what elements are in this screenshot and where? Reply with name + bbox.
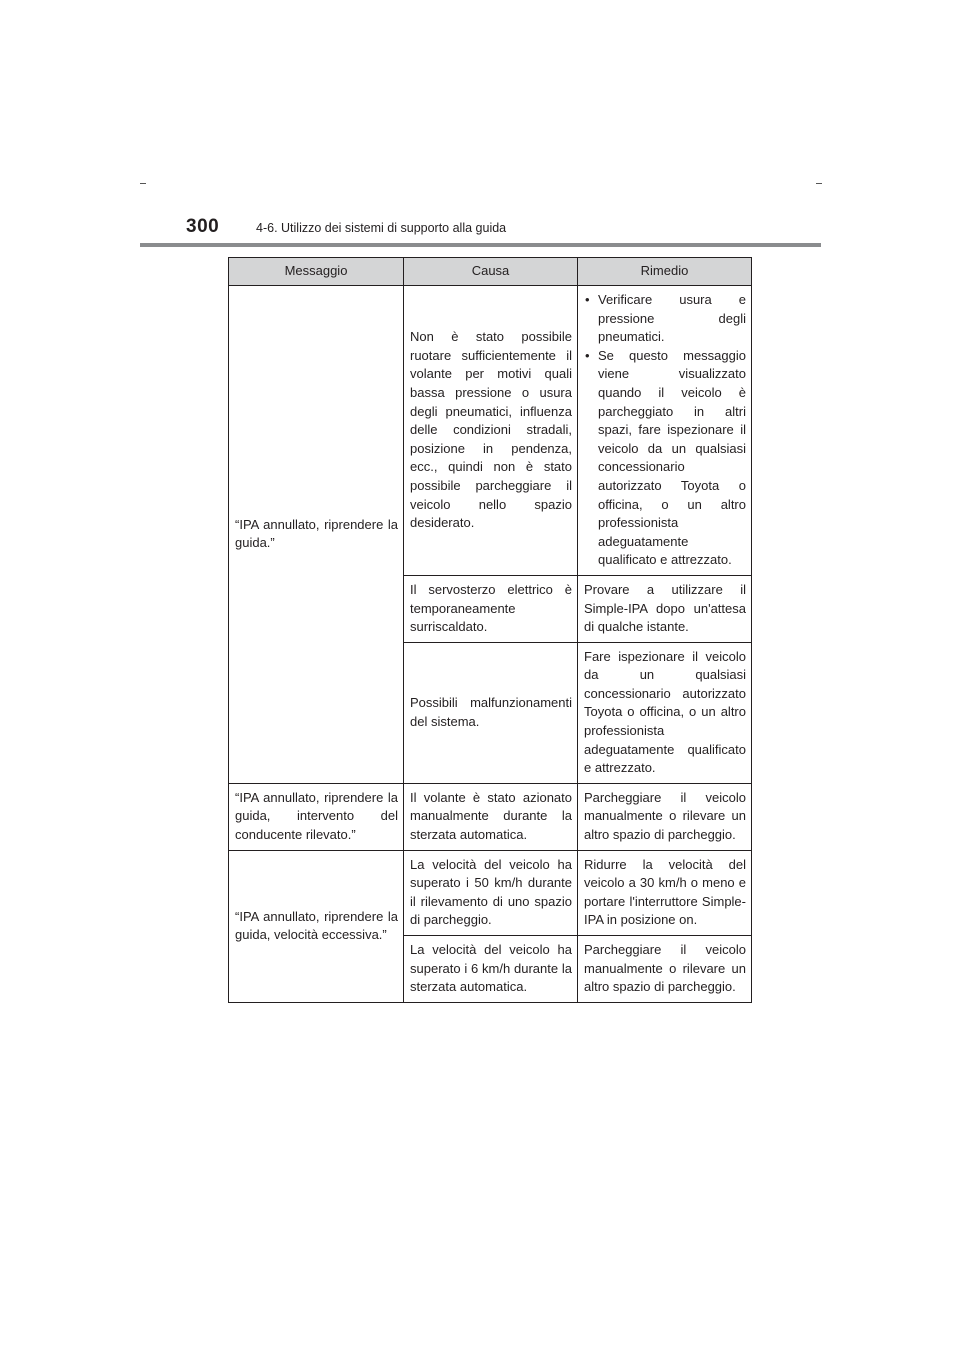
cause-cell: La velocità del veicolo ha superato i 6 km/h durante la sterzata automatica.	[404, 936, 578, 1003]
remedy-cell	[578, 286, 752, 576]
crop-mark-right	[816, 183, 822, 184]
cause-cell: Possibili malfunzionamenti del sistema.	[404, 642, 578, 783]
remedy-list	[584, 291, 746, 570]
column-header-rimedio: Rimedio	[578, 258, 752, 286]
message-table	[228, 257, 752, 1003]
remedy-cell: Parcheggiare il veicolo manualmente o rilevare un altro spazio di parcheggio.	[578, 936, 752, 1003]
remedy-cell: Provare a utilizzare il Simple-IPA dopo un'attesa di qualche istante.	[578, 575, 752, 642]
cause-cell: Non è stato possibile ruotare sufficientemente il volante per motivi quali bassa pressione o usura degli pneumatici, influenza delle condizioni stradali, posizione in pendenza, ecc., quindi non è stato possibile parcheggiare il veicolo nello spazio desiderato.	[404, 286, 578, 576]
cause-cell: Il servosterzo elettrico è temporaneamente surriscaldato.	[404, 575, 578, 642]
table-row	[229, 850, 752, 935]
page-header	[186, 216, 822, 246]
column-header-causa: Causa	[404, 258, 578, 286]
crop-mark-left	[140, 183, 146, 184]
table-row	[229, 286, 752, 576]
remedy-list-item: • Verificare usura e pressione degli pneumatici.	[584, 291, 746, 347]
cause-cell: Il volante è stato azionato manualmente durante la sterzata automatica.	[404, 783, 578, 850]
table-row	[229, 783, 752, 850]
table-header-row	[229, 258, 752, 286]
cause-cell: La velocità del veicolo ha superato i 50 km/h durante il rilevamento di uno spazio di parcheggio.	[404, 850, 578, 935]
section-title: 4-6. Utilizzo dei sistemi di supporto alla guida	[256, 221, 507, 235]
message-cell: “IPA annullato, riprendere la guida, intervento del conducente rilevato.”	[229, 783, 404, 850]
page-number: 300	[186, 216, 220, 237]
message-cell: “IPA annullato, riprendere la guida, velocità eccessiva.”	[229, 850, 404, 1002]
column-header-messaggio: Messaggio	[229, 258, 404, 286]
remedy-cell: Ridurre la velocità del veicolo a 30 km/h o meno e portare l'interruttore Simple-IPA in posizione on.	[578, 850, 752, 935]
message-cell: “IPA annullato, riprendere la guida.”	[229, 286, 404, 784]
header-rule	[140, 243, 821, 247]
remedy-list-item: • Se questo messaggio viene visualizzato quando il veicolo è parcheggiato in altri spazi, fare ispezionare il veicolo da un qualsiasi concessionario autorizzato Toyota o officina, o un altro professionista adeguatamente qualificato e attrezzato.	[584, 347, 746, 570]
remedy-cell: Fare ispezionare il veicolo da un qualsiasi concessionario autorizzato Toyota o officina, o un altro professionista adeguatamente qualificato e attrezzato.	[578, 642, 752, 783]
remedy-cell: Parcheggiare il veicolo manualmente o rilevare un altro spazio di parcheggio.	[578, 783, 752, 850]
